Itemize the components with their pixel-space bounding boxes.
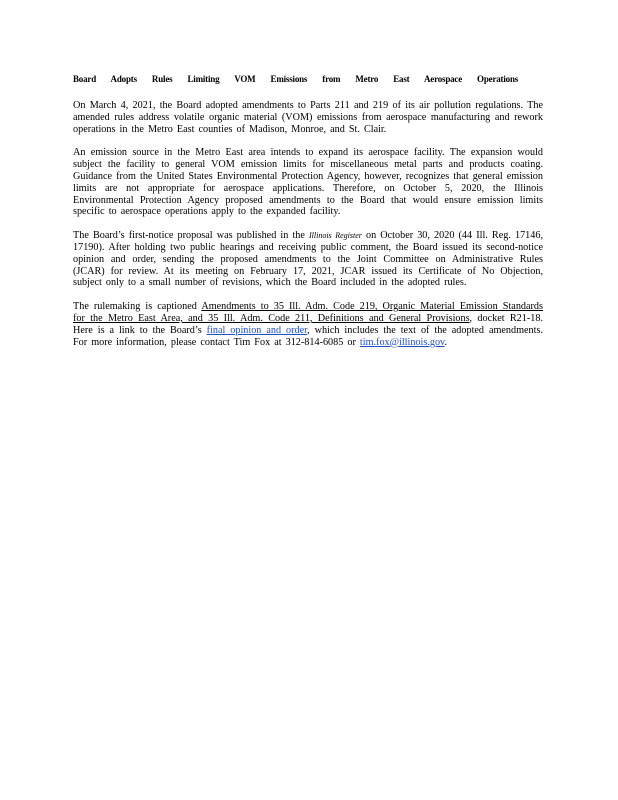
p3-after: on October 30, 2020 (44 Ill. Reg. 17146, 17190). After holding two public hearings and receiving public comment, the Board issued its second-notice opinion and order, sending the proposed amendments to the Joint Committee on Administrative Rules (JCAR) for review. At its meeting on February 17, 2021, JCAR issued its Certificate of No Objection, subject only to a small number of revisions, which the Board included in the adopted rules.	[73, 230, 544, 289]
p4-text-2: , docket R21-18. Here is a link to the Board’s	[73, 312, 543, 336]
p4-text-4: .	[444, 336, 448, 348]
paragraph-procedural-history	[73, 230, 543, 289]
p4-text-3: , which includes the text of the adopted amendments. For more information, please contact Tim Fox at 312-814-6085 or	[73, 324, 543, 348]
illinois-register-title: Illinois Register	[309, 231, 362, 241]
p4-text-1: The rulemaking is captioned	[73, 301, 202, 313]
paragraph-adoption: On March 4, 2021, the Board adopted amendments to Parts 211 and 219 of its air pollution regulations. The amended rules address volatile organic material (VOM) emissions from aerospace manufacturing and rework operations in the Metro East counties of Madison, Monroe, and St. Clair.	[73, 100, 543, 135]
document-page	[73, 74, 543, 360]
paragraph-rulemaking-info	[73, 301, 543, 348]
paragraph-background: An emission source in the Metro East area intends to expand its aerospace facility. The expansion would subject the facility to general VOM emission limits for miscellaneous metal parts and products coating. Guidance from the United States Environmental Protection Agency, however, recognizes that general emission limits are not appropriate for aerospace applications. Therefore, on October 5, 2020, the Illinois Environmental Protection Agency proposed amendments to the Board that would ensure emission limits specific to aerospace operations apply to the expanded facility.	[73, 147, 543, 218]
final-opinion-order-link[interactable]: final opinion and order	[206, 324, 308, 336]
contact-email-link[interactable]: tim.fox@illinois.gov	[359, 336, 445, 348]
document-title: Board Adopts Rules Limiting VOM Emissions from Metro East Aerospace Operations	[73, 74, 519, 84]
p3-before: The Board’s first-notice proposal was published in the	[73, 230, 309, 242]
rulemaking-caption: Amendments to 35 Ill. Adm. Code 219, Organic Material Emission Standards for the Metro East Area, and 35 Ill. Adm. Code 211, Definitions and General Provisions	[73, 301, 543, 324]
